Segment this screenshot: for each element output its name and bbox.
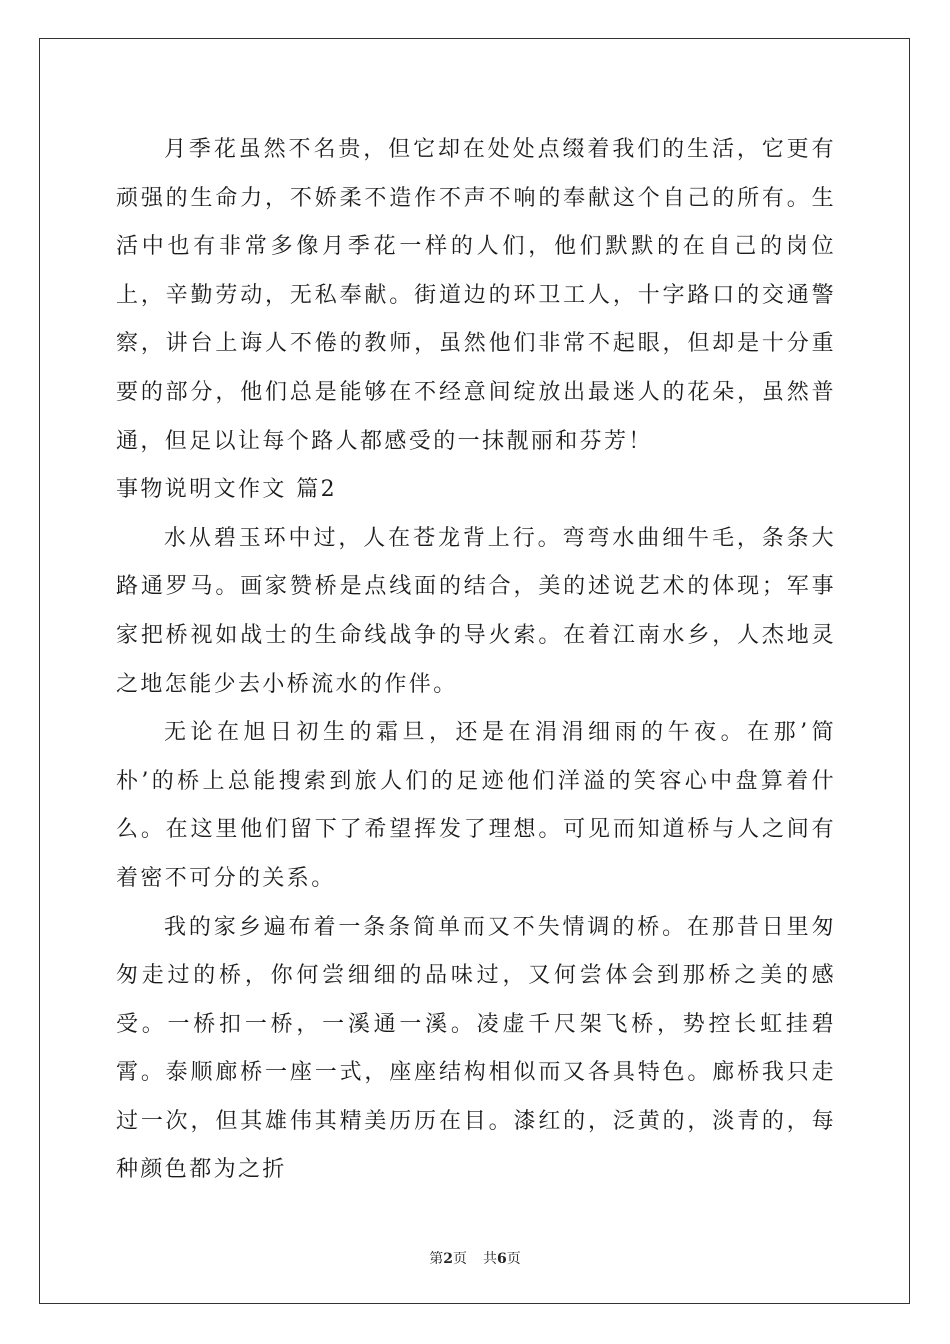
total-suffix: 页 [506, 1251, 521, 1267]
page-suffix: 页 [453, 1251, 467, 1267]
page-footer [0, 1248, 950, 1268]
total-page-count: 6 [497, 1251, 507, 1267]
document-body [116, 126, 836, 1195]
page-prefix: 第 [429, 1251, 444, 1267]
paragraph-1: 月季花虽然不名贵，但它却在处处点缀着我们的生活，它更有顽强的生命力，不娇柔不造作不声不响的奉献这个自己的所有。生活中也有非常多像月季花一样的人们，他们默默的在自己的岗位上，辛勤劳动，无私奉献。街道边的环卫工人，十字路口的交通警察，讲台上诲人不倦的教师，虽然他们非常不起眼，但却是十分重要的部分，他们总是能够在不经意间绽放出最迷人的花朵，虽然普通，但足以让每个路人都感受的一抹靓丽和芬芳！ [116, 137, 836, 454]
current-page-number: 2 [443, 1251, 453, 1267]
paragraph-3: 无论在旭日初生的霜旦，还是在涓涓细雨的午夜。在那’简朴’的桥上总能搜索到旅人们的足迹他们洋溢的笑容心中盘算着什么。在这里他们留下了希望挥发了理想。可见而知道桥与人之间有着密不可分的关系。 [116, 720, 836, 891]
paragraph-2: 水从碧玉环中过，人在苍龙背上行。弯弯水曲细牛毛，条条大路通罗马。画家赞桥是点线面的结合，美的述说艺术的体现；军事家把桥视如战士的生命线战争的导火索。在着江南水乡，人杰地灵之地怎能少去小桥流水的作伴。 [116, 525, 836, 697]
paragraph-4: 我的家乡遍布着一条条简单而又不失情调的桥。在那昔日里匆匆走过的桥，你何尝细细的品味过，又何尝体会到那桥之美的感受。一桥扣一桥，一溪通一溪。凌虚千尺架飞桥，势控长虹挂碧霄。泰顺廊桥一座一式，座座结构相似而又各具特色。廊桥我只走过一次，但其雄伟其精美历历在目。漆红的，泛黄的，淡青的，每种颜色都为之折 [116, 914, 836, 1183]
section-heading: 事物说明文作文 篇2 [116, 477, 337, 503]
total-prefix: 共 [483, 1251, 497, 1267]
